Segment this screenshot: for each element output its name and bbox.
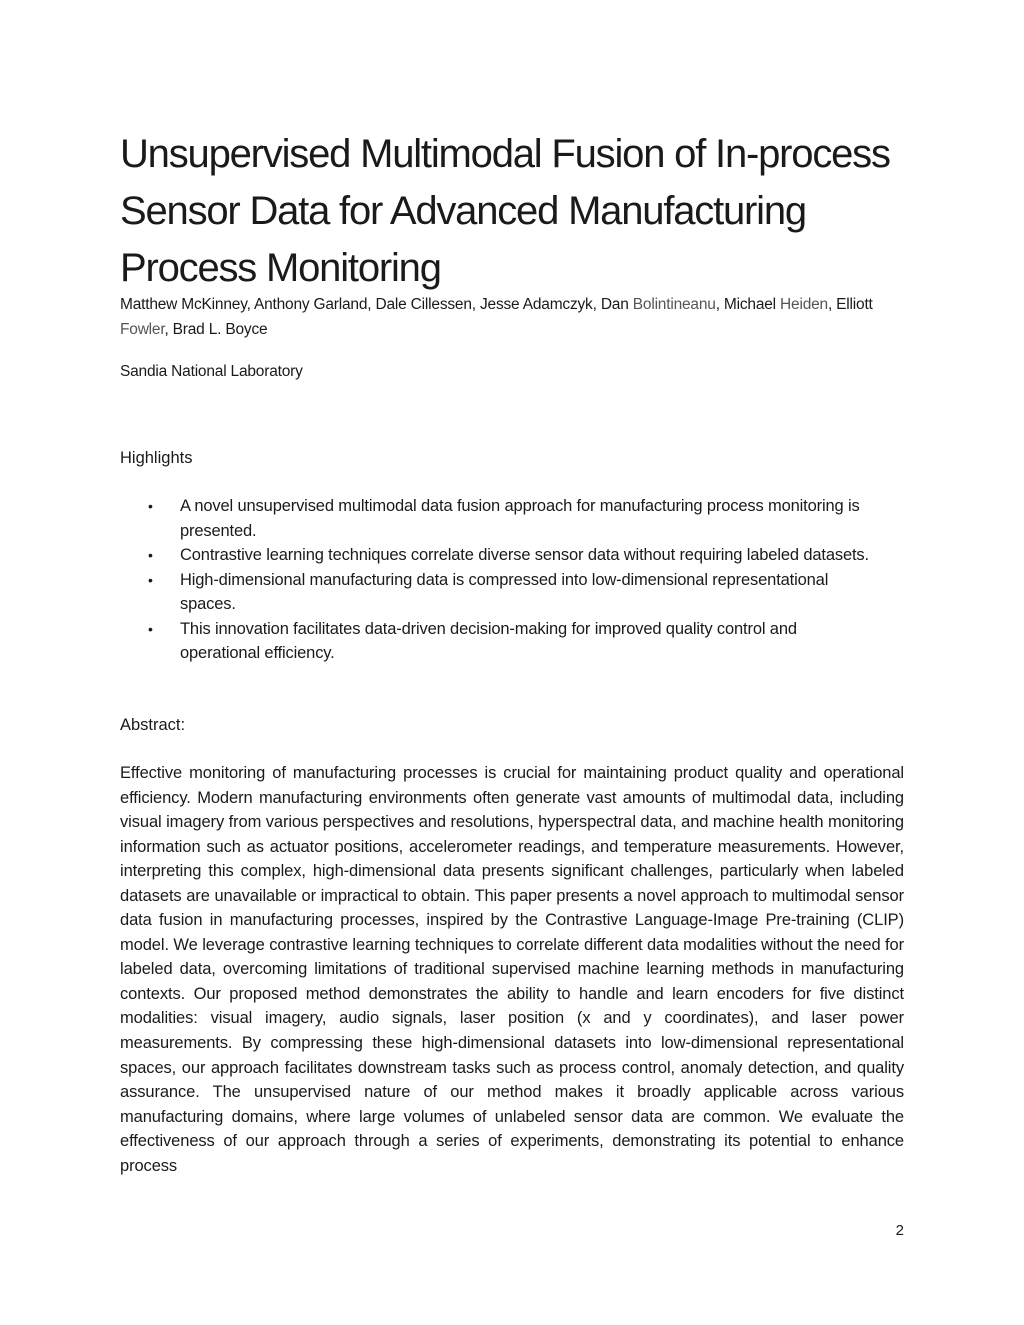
authors-part-1: Matthew McKinney, Anthony Garland, Dale Cillessen, Jesse Adamczyk, Dan [120, 296, 633, 313]
author-bolintineanu: Bolintineanu [632, 296, 716, 313]
highlight-text: High-dimensional manufacturing data is compressed into low-dimensional representational spaces. [180, 570, 829, 613]
authors-part-3: , Michael [715, 296, 781, 313]
highlight-text: This innovation facilitates data-driven decision-making for improved quality control and operational efficiency. [180, 619, 797, 662]
author-fowler: Fowler [120, 321, 165, 338]
highlight-item [120, 617, 880, 666]
authors-part-5: , Elliott [827, 296, 873, 313]
bullet-icon: • [148, 571, 153, 588]
page-number: 2 [895, 1222, 904, 1239]
highlight-item [120, 543, 880, 568]
author-list [120, 292, 880, 342]
highlight-item [120, 494, 880, 543]
highlights-list [120, 494, 904, 666]
bullet-icon: • [148, 620, 153, 637]
highlight-text: Contrastive learning techniques correlate diverse sensor data without requiring labeled datasets. [180, 546, 869, 564]
affiliation: Sandia National Laboratory [120, 363, 303, 380]
bullet-icon: • [148, 498, 153, 514]
paper-title: Unsupervised Multimodal Fusion of In-process Sensor Data for Advanced Manufacturing Process Monitoring [120, 132, 890, 290]
author-heiden: Heiden [780, 296, 828, 313]
highlight-text: A novel unsupervised multimodal data fusion approach for manufacturing process monitoring is presented. [180, 497, 860, 540]
authors-part-7: , Brad L. Boyce [164, 321, 268, 338]
paper-page [120, 0, 904, 1325]
bullet-icon: • [148, 547, 153, 563]
abstract-body: Effective monitoring of manufacturing processes is crucial for maintaining product quality and operational efficiency. Modern manufacturing environments often generate vast amounts of multimodal data, including visual imagery from various perspectives and resolutions, hyperspectral data, and machine health monitoring information such as actuator positions, accelerometer readings, and temperature measurements. However, interpreting this complex, high-dimensional data presents significant challenges, particularly when labeled datasets are unavailable or impractical to obtain. This paper presents a novel approach to multimodal sensor data fusion in manufacturing processes, inspired by the Contrastive Language-Image Pre-training (CLIP) model. We leverage contrastive learning techniques to correlate different data modalities without the need for labeled data, overcoming limitations of traditional supervised machine learning methods in manufacturing contexts. Our proposed method demonstrates the ability to handle and learn encoders for five distinct modalities: visual imagery, audio signals, laser position (x and y coordinates), and laser power measurements. By compressing these high-dimensional datasets into low-dimensional representational spaces, our approach facilitates downstream tasks such as process control, anomaly detection, and quality assurance. The unsupervised nature of our method makes it broadly applicable across various manufacturing domains, where large volumes of unlabeled sensor data are common. We evaluate the effectiveness of our approach through a series of experiments, demonstrating its potential to enhance process [120, 764, 904, 1175]
highlights-heading: Highlights [120, 449, 193, 467]
abstract-heading: Abstract: [120, 716, 186, 734]
highlight-item [120, 568, 880, 617]
